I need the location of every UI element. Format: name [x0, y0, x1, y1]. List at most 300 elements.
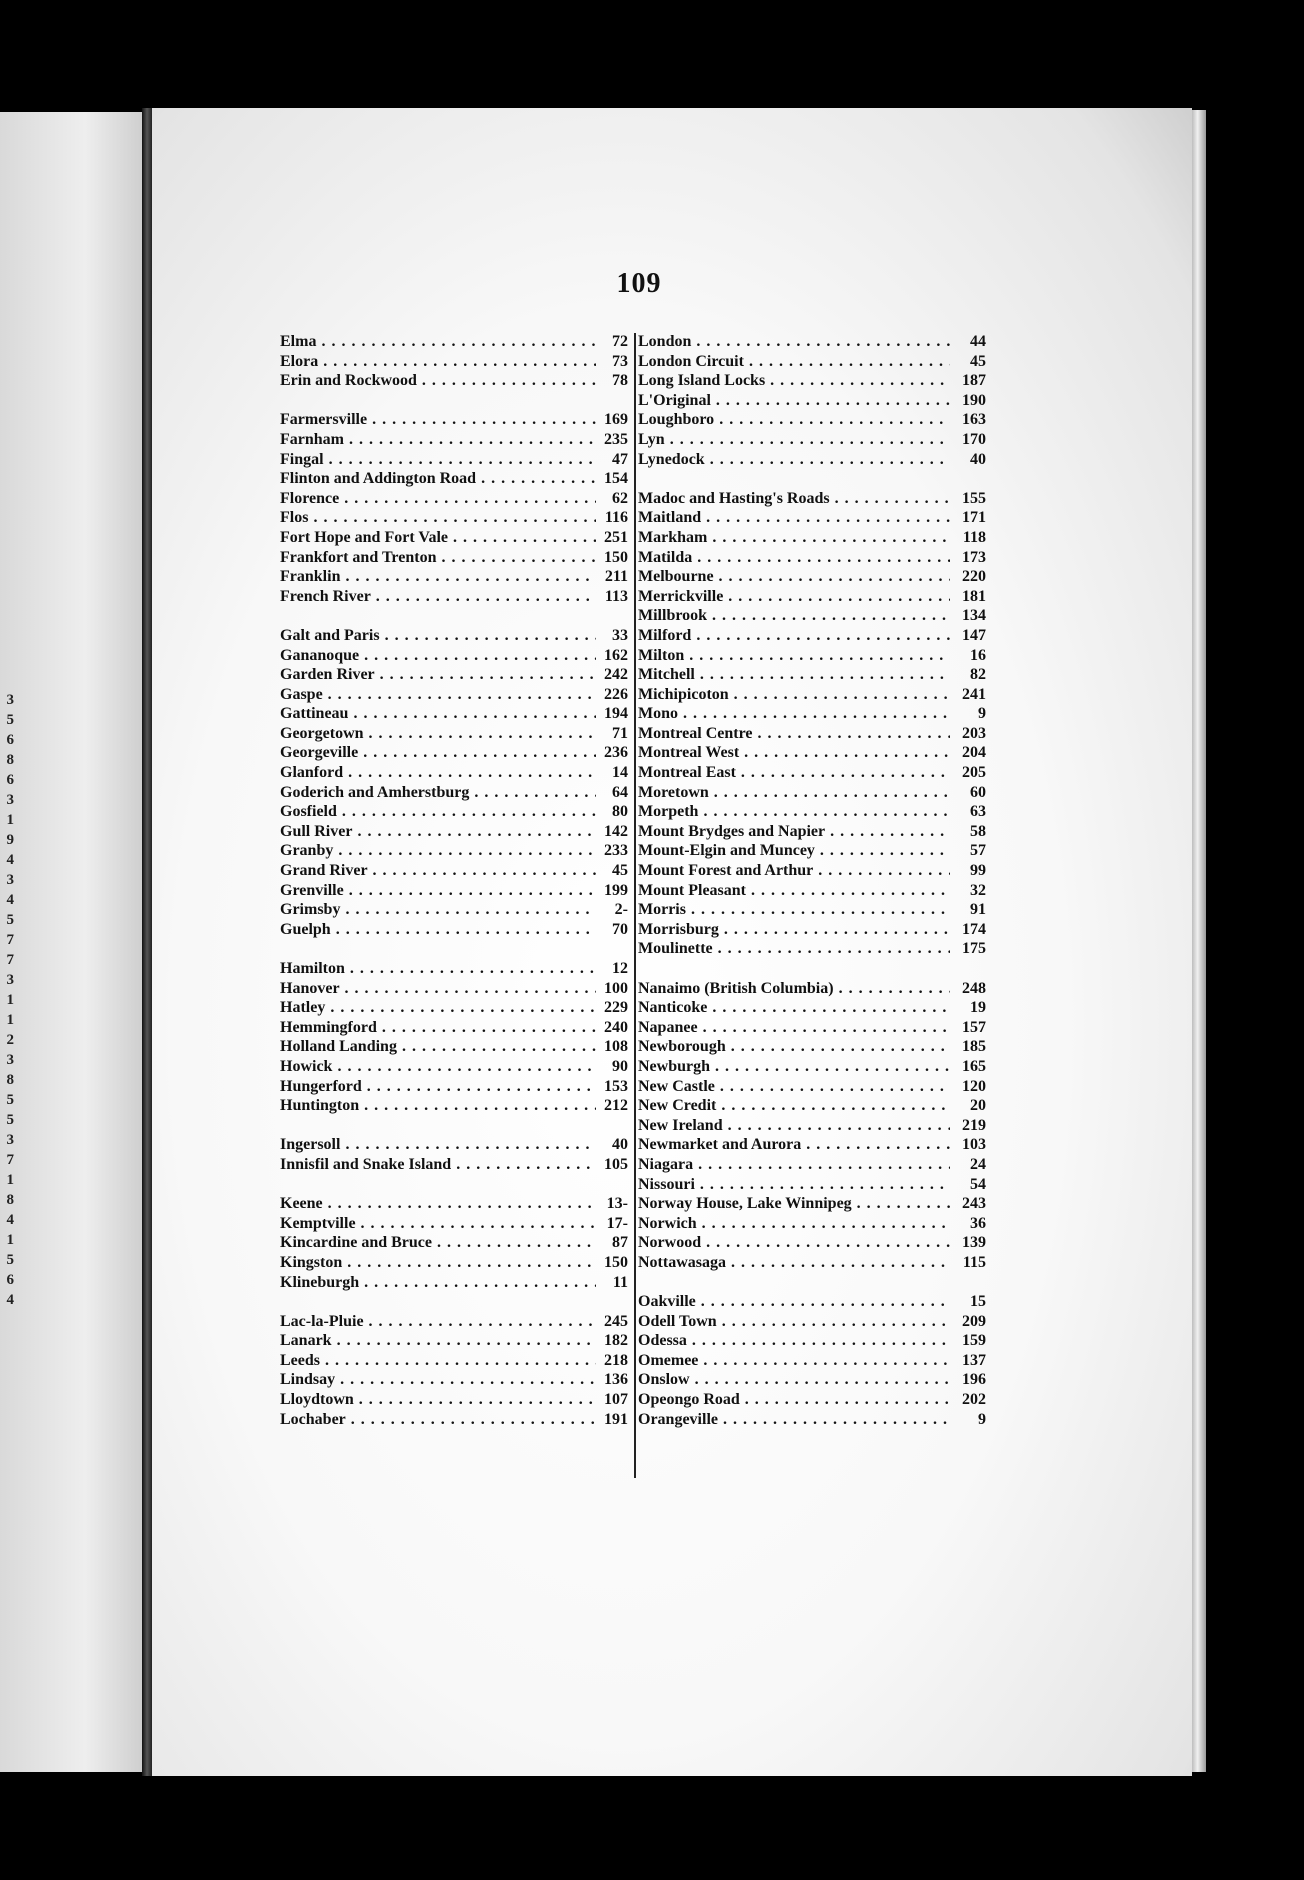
facing-digit: 1	[6, 812, 14, 828]
entry-name: Oakville . . .	[638, 1292, 950, 1312]
entry-name: Grenville . . .	[280, 881, 596, 901]
entry-page: 20	[970, 1097, 986, 1115]
index-entry	[280, 1253, 632, 1273]
entry-page: 181	[962, 587, 986, 605]
index-entry	[280, 743, 632, 763]
index-entry	[638, 1057, 986, 1077]
facing-digit: 1	[6, 1012, 14, 1028]
index-entry	[280, 1077, 632, 1097]
index-entry	[280, 626, 632, 646]
facing-page-digits	[0, 690, 14, 1310]
index-entry	[638, 528, 986, 548]
index-entry	[280, 763, 632, 783]
entry-name: Fingal . . .	[280, 450, 596, 470]
index-entry	[280, 332, 632, 352]
entry-page: 218	[604, 1351, 628, 1369]
index-entry	[638, 1312, 986, 1332]
index-entry	[638, 1018, 986, 1038]
entry-name: Elma . . .	[280, 332, 596, 352]
entry-name: Klineburgh . . .	[280, 1273, 596, 1293]
entry-page: 87	[612, 1234, 628, 1252]
entry-page: 139	[962, 1234, 986, 1252]
entry-name: Granby . . .	[280, 841, 596, 861]
index-entry	[638, 567, 986, 587]
index-entry	[638, 548, 986, 568]
entry-name: Mount Brydges and Napier . . .	[638, 822, 950, 842]
entry-page: 100	[604, 979, 628, 997]
index-entry	[638, 646, 986, 666]
entry-page: 157	[962, 1018, 986, 1036]
entry-page: 40	[612, 1136, 628, 1154]
index-entry	[638, 724, 986, 744]
entry-page: 236	[604, 744, 628, 762]
facing-digit: 4	[6, 1212, 14, 1228]
entry-page: 57	[970, 842, 986, 860]
entry-name: Lochaber . . .	[280, 1410, 596, 1430]
entry-page: 241	[962, 685, 986, 703]
entry-name: Guelph . . .	[280, 920, 596, 940]
index-entry	[280, 665, 632, 685]
entry-name: New Ireland . . .	[638, 1116, 950, 1136]
index-entry	[280, 548, 632, 568]
entry-name: Mount Forest and Arthur . . .	[638, 861, 950, 881]
entry-name: New Credit . . .	[638, 1096, 950, 1116]
entry-page: 229	[604, 999, 628, 1017]
index-entry	[638, 783, 986, 803]
entry-name: Kingston . . .	[280, 1253, 596, 1273]
entry-name: Long Island Locks . . .	[638, 371, 950, 391]
index-entry	[280, 1155, 632, 1175]
entry-page: 62	[612, 489, 628, 507]
entry-name: Goderich and Amherstburg . . .	[280, 783, 596, 803]
entry-page: 194	[604, 705, 628, 723]
entry-name: Fort Hope and Fort Vale . . .	[280, 528, 596, 548]
entry-name: Newburgh . . .	[638, 1057, 950, 1077]
entry-page: 137	[962, 1351, 986, 1369]
entry-page: 220	[962, 568, 986, 586]
entry-page: 113	[604, 587, 628, 605]
page-number: 109	[616, 268, 662, 299]
entry-name: Flinton and Addington Road . . .	[280, 469, 596, 489]
index-entry	[638, 1331, 986, 1351]
index-entry	[280, 1057, 632, 1077]
facing-digit: 5	[6, 1112, 14, 1128]
index-entry	[280, 587, 632, 607]
entry-name: Nottawasaga . . .	[638, 1253, 950, 1273]
index-entry	[280, 724, 632, 744]
entry-name: Galt and Paris . . .	[280, 626, 596, 646]
entry-name: Michipicoton . . .	[638, 685, 950, 705]
index-entry	[280, 783, 632, 803]
index-entry	[280, 959, 632, 979]
index-entry	[280, 998, 632, 1018]
entry-name: Grimsby . . .	[280, 900, 596, 920]
entry-page: 136	[604, 1371, 628, 1389]
entry-page: 99	[970, 862, 986, 880]
entry-name: Montreal West . . .	[638, 743, 950, 763]
entry-name: Kemptville . . .	[280, 1214, 596, 1234]
entry-name: New Castle . . .	[638, 1077, 950, 1097]
facing-digit: 9	[6, 832, 14, 848]
entry-name: Howick . . .	[280, 1057, 596, 1077]
index-column-left	[280, 332, 632, 1429]
entry-page: 248	[962, 979, 986, 997]
entry-name: Orangeville . . .	[638, 1410, 950, 1430]
index-entry	[638, 998, 986, 1018]
entry-name: Niagara . . .	[638, 1155, 950, 1175]
entry-name: Montreal Centre . . .	[638, 724, 950, 744]
entry-page: 24	[970, 1155, 986, 1173]
entry-name: London Circuit . . .	[638, 352, 950, 372]
index-entry	[280, 1214, 632, 1234]
entry-page: 190	[962, 391, 986, 409]
facing-digit: 4	[6, 852, 14, 868]
index-entry	[280, 1370, 632, 1390]
index-entry	[280, 450, 632, 470]
index-entry	[280, 1194, 632, 1214]
index-entry	[280, 508, 632, 528]
entry-page: 16	[970, 646, 986, 664]
entry-name: Erin and Rockwood . . .	[280, 371, 596, 391]
entry-page: 162	[604, 646, 628, 664]
entry-name: Gull River . . .	[280, 822, 596, 842]
index-entry	[280, 1096, 632, 1116]
index-entry	[280, 1312, 632, 1332]
entry-page: 63	[970, 803, 986, 821]
entry-name: Onslow . . .	[638, 1370, 950, 1390]
entry-page: 2-	[614, 901, 628, 919]
entry-page: 108	[604, 1038, 628, 1056]
entry-name: Markham . . .	[638, 528, 950, 548]
index-entry	[280, 802, 632, 822]
entry-name: Madoc and Hasting's Roads . . .	[638, 489, 950, 509]
index-entry	[638, 1370, 986, 1390]
entry-name: Glanford . . .	[280, 763, 596, 783]
entry-name: Gaspe . . .	[280, 685, 596, 705]
entry-page: 174	[962, 920, 986, 938]
entry-name: Hemmingford . . .	[280, 1018, 596, 1038]
index-entry	[638, 508, 986, 528]
index-entry	[280, 841, 632, 861]
entry-page: 103	[962, 1136, 986, 1154]
entry-name: Morpeth . . .	[638, 802, 950, 822]
index-entry	[638, 704, 986, 724]
entry-name: Leeds . . .	[280, 1351, 596, 1371]
facing-digit: 3	[6, 792, 14, 808]
entry-name: Lynedock . . .	[638, 450, 950, 470]
entry-page: 187	[962, 372, 986, 390]
entry-page: 40	[970, 450, 986, 468]
index-entry	[638, 587, 986, 607]
index-entry	[280, 1135, 632, 1155]
entry-name: Norway House, Lake Winnipeg . . .	[638, 1194, 950, 1214]
index-entry	[638, 1390, 986, 1410]
facing-digit: 1	[6, 1232, 14, 1248]
entry-name: Moulinette . . .	[638, 939, 950, 959]
entry-page: 12	[612, 960, 628, 977]
index-entry	[638, 489, 986, 509]
entry-page: 70	[612, 920, 628, 938]
entry-name: Florence . . .	[280, 489, 596, 509]
entry-page: 80	[612, 803, 628, 821]
entry-name: Norwood . . .	[638, 1233, 950, 1253]
index-entry	[638, 1194, 986, 1214]
entry-page: 199	[604, 881, 628, 899]
index-entry	[280, 1410, 632, 1430]
entry-name: Milford . . .	[638, 626, 950, 646]
entry-page: 9	[978, 705, 986, 723]
entry-page: 90	[612, 1057, 628, 1075]
entry-name: Nissouri . . .	[638, 1175, 950, 1195]
entry-name: Nanaimo (British Columbia) . . .	[638, 979, 950, 999]
entry-name: Norwich . . .	[638, 1214, 950, 1234]
entry-page: 36	[970, 1214, 986, 1232]
entry-name: Lindsay . . .	[280, 1370, 596, 1390]
index-entry	[638, 841, 986, 861]
entry-name: Elora . . .	[280, 352, 596, 372]
facing-digit: 2	[6, 1032, 14, 1048]
entry-page: 204	[962, 744, 986, 762]
entry-name: Farnham . . .	[280, 430, 596, 450]
entry-name: Huntington . . .	[280, 1096, 596, 1116]
index-entry	[638, 391, 986, 411]
facing-digit: 4	[6, 1292, 14, 1308]
entry-name: Mitchell . . .	[638, 665, 950, 685]
entry-page: 211	[604, 568, 628, 586]
index-entry	[280, 1390, 632, 1410]
entry-name: French River . . .	[280, 587, 596, 607]
facing-digit: 1	[6, 1172, 14, 1188]
entry-name: Newmarket and Aurora . . .	[638, 1135, 950, 1155]
entry-page: 240	[604, 1018, 628, 1036]
index-entry	[280, 881, 632, 901]
entry-page: 182	[604, 1332, 628, 1350]
index-entry	[280, 1233, 632, 1253]
entry-name: Maitland . . .	[638, 508, 950, 528]
entry-name: Hanover . . .	[280, 979, 596, 999]
entry-page: 33	[612, 626, 628, 644]
entry-name: Napanee . . .	[638, 1018, 950, 1038]
entry-page: 245	[604, 1312, 628, 1330]
entry-page: 54	[970, 1175, 986, 1193]
index-entry	[638, 606, 986, 626]
entry-name: Lac-la-Pluie . . .	[280, 1312, 596, 1332]
entry-name: Garden River . . .	[280, 665, 596, 685]
entry-page: 17-	[606, 1214, 628, 1232]
entry-name: Hungerford . . .	[280, 1077, 596, 1097]
entry-name: Ingersoll . . .	[280, 1135, 596, 1155]
entry-page: 147	[962, 626, 986, 644]
index-entry	[638, 1135, 986, 1155]
entry-page: 219	[962, 1116, 986, 1134]
entry-page: 91	[970, 901, 986, 919]
entry-name: Gattineau . . .	[280, 704, 596, 724]
entry-page: 170	[962, 430, 986, 448]
facing-digit: 8	[6, 1072, 14, 1088]
facing-digit: 8	[6, 752, 14, 768]
entry-name: Morris . . .	[638, 900, 950, 920]
entry-page: 185	[962, 1038, 986, 1056]
index-entry	[280, 861, 632, 881]
facing-digit: 6	[6, 1272, 14, 1288]
facing-digit: 7	[6, 1152, 14, 1168]
entry-page: 150	[604, 1253, 628, 1271]
entry-page: 203	[962, 724, 986, 742]
entry-name: Franklin . . .	[280, 567, 596, 587]
index-entry	[638, 979, 986, 999]
index-entry	[638, 861, 986, 881]
entry-page: 142	[604, 822, 628, 840]
facing-page-fragment	[0, 112, 142, 1772]
entry-name: Merrickville . . .	[638, 587, 950, 607]
entry-page: 173	[962, 548, 986, 566]
entry-page: 243	[962, 1195, 986, 1213]
entry-name: Mono . . .	[638, 704, 950, 724]
entry-name: Georgeville . . .	[280, 743, 596, 763]
entry-page: 73	[612, 352, 628, 370]
entry-name: Moretown . . .	[638, 783, 950, 803]
entry-page: 202	[962, 1391, 986, 1409]
entry-page: 11	[612, 1273, 628, 1291]
entry-name: Mount Pleasant . . .	[638, 881, 950, 901]
index-entry	[638, 939, 986, 959]
index-entry	[638, 822, 986, 842]
index-entry	[280, 1037, 632, 1057]
entry-page: 212	[604, 1097, 628, 1115]
entry-name: Loughboro . . .	[638, 410, 950, 430]
entry-page: 209	[962, 1312, 986, 1330]
entry-name: Montreal East . . .	[638, 763, 950, 783]
entry-name: Innisfil and Snake Island . . .	[280, 1155, 596, 1175]
index-entry	[280, 1331, 632, 1351]
index-entry	[638, 352, 986, 372]
entry-page: 118	[962, 528, 986, 546]
entry-name: Lloydtown . . .	[280, 1390, 596, 1410]
index-entry	[280, 371, 632, 391]
facing-digit: 5	[6, 1252, 14, 1268]
entry-name: Millbrook . . .	[638, 606, 950, 626]
index-entry	[280, 567, 632, 587]
entry-page: 60	[970, 783, 986, 801]
binding-gutter	[142, 108, 152, 1776]
entry-page: 58	[970, 822, 986, 840]
facing-digit: 4	[6, 892, 14, 908]
entry-name: Kincardine and Bruce . . .	[280, 1233, 596, 1253]
entry-page: 71	[612, 724, 628, 742]
entry-page: 163	[962, 411, 986, 429]
facing-digit: 6	[6, 772, 14, 788]
index-entry	[280, 469, 632, 489]
facing-digit: 8	[6, 1192, 14, 1208]
index-entry	[280, 528, 632, 548]
entry-name: Georgetown . . .	[280, 724, 596, 744]
index-entry	[638, 1410, 986, 1430]
index-entry	[280, 430, 632, 450]
entry-name: L'Original . . .	[638, 391, 950, 411]
index-entry	[638, 1077, 986, 1097]
index-entry	[280, 352, 632, 372]
index-entry	[638, 371, 986, 391]
index-entry	[280, 1351, 632, 1371]
entry-name: Mount-Elgin and Muncey . . .	[638, 841, 950, 861]
index-entry	[638, 665, 986, 685]
index-entry	[638, 685, 986, 705]
index-entry	[638, 1233, 986, 1253]
index-entry	[280, 685, 632, 705]
index-entry	[280, 646, 632, 666]
index-entry	[638, 1292, 986, 1312]
index-entry	[638, 900, 986, 920]
entry-name: Grand River . . .	[280, 861, 596, 881]
index-entry	[280, 1273, 632, 1293]
index-entry	[638, 626, 986, 646]
index-entry	[638, 1253, 986, 1273]
index-column-right	[638, 332, 986, 1429]
index-entry	[638, 410, 986, 430]
entry-page: 72	[612, 333, 628, 350]
entry-page: 233	[604, 842, 628, 860]
entry-page: 150	[604, 548, 628, 566]
index-entry	[638, 430, 986, 450]
entry-name: Odell Town . . .	[638, 1312, 950, 1332]
entry-page: 105	[604, 1155, 628, 1173]
index-entry	[638, 802, 986, 822]
index-entry	[638, 1175, 986, 1195]
entry-page: 13-	[606, 1195, 628, 1213]
entry-page: 159	[962, 1332, 986, 1350]
entry-name: Odessa . . .	[638, 1331, 950, 1351]
facing-digit: 7	[6, 952, 14, 968]
entry-page: 191	[604, 1410, 628, 1428]
entry-name: Hatley . . .	[280, 998, 596, 1018]
facing-digit: 7	[6, 932, 14, 948]
facing-digit: 3	[6, 972, 14, 988]
index-entry	[638, 1351, 986, 1371]
index-entry	[638, 1037, 986, 1057]
entry-page: 47	[612, 450, 628, 468]
entry-page: 45	[970, 352, 986, 370]
entry-page: 82	[970, 666, 986, 684]
entry-name: Opeongo Road . . .	[638, 1390, 950, 1410]
entry-page: 196	[962, 1371, 986, 1389]
index-entry	[280, 1018, 632, 1038]
index-entry	[638, 332, 986, 352]
facing-digit: 5	[6, 712, 14, 728]
entry-name: Gosfield . . .	[280, 802, 596, 822]
entry-page: 44	[970, 333, 986, 350]
entry-page: 155	[962, 489, 986, 507]
index-entry	[638, 763, 986, 783]
entry-page: 116	[604, 509, 628, 527]
entry-name: Milton . . .	[638, 646, 950, 666]
facing-digit: 3	[6, 692, 14, 708]
entry-name: Flos . . .	[280, 508, 596, 528]
entry-page: 242	[604, 666, 628, 684]
index-entry	[638, 920, 986, 940]
entry-page: 45	[612, 862, 628, 880]
entry-page: 169	[604, 411, 628, 429]
entry-name: Holland Landing . . .	[280, 1037, 596, 1057]
index-entry	[280, 704, 632, 724]
entry-page: 15	[970, 1293, 986, 1311]
column-divider	[634, 333, 636, 1478]
entry-page: 226	[604, 685, 628, 703]
index-entry	[638, 1214, 986, 1234]
entry-name: London . . .	[638, 332, 950, 352]
index-entry	[638, 1096, 986, 1116]
index-entry	[638, 743, 986, 763]
index-entry	[280, 900, 632, 920]
